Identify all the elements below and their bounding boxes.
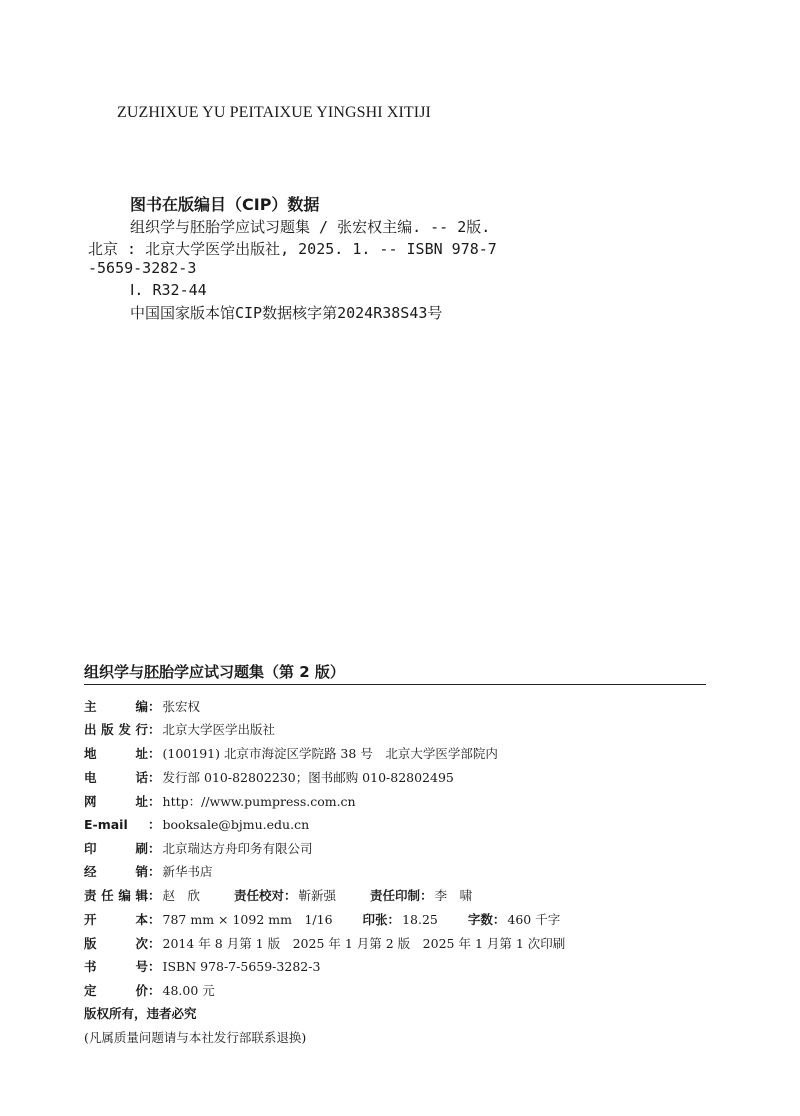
printer-label: 印刷 bbox=[84, 841, 148, 856]
resp-print-label: 责任印制 bbox=[370, 888, 421, 903]
info-row-responsibility: 责任编辑： 赵 欣 责任校对： 靳新强 责任印制： 李 啸 bbox=[84, 888, 473, 903]
distributor-value: 新华书店 bbox=[162, 864, 213, 879]
format-label: 开本 bbox=[84, 912, 148, 927]
phone-value: 发行部 010-82802230；图书邮购 010-82802495 bbox=[162, 770, 454, 785]
info-row-isbn: 书号： ISBN 978-7-5659-3282-3 bbox=[84, 959, 321, 974]
editor-value: 张宏权 bbox=[162, 699, 201, 714]
pinyin-title: ZUZHIXUE YU PEITAIXUE YINGSHI XITIJI bbox=[117, 104, 431, 121]
cip-line-2: 北京 : 北京大学医学出版社, 2025. 1. -- ISBN 978-7 bbox=[88, 240, 497, 258]
rights-statement: 版权所有，违者必究 bbox=[84, 1006, 197, 1021]
resp-editor-label: 责任编辑 bbox=[84, 888, 148, 903]
info-row-price: 定价： 48.00 元 bbox=[84, 983, 215, 998]
cip-line-5: 中国国家版本馆CIP数据核字第2024R38S43号 bbox=[130, 304, 443, 322]
distributor-label: 经销 bbox=[84, 864, 148, 879]
address-label: 地址 bbox=[84, 746, 148, 761]
sheets-label: 印张 bbox=[362, 912, 388, 927]
info-row-email: E-mail ： booksale@bjmu.edu.cn bbox=[84, 817, 310, 832]
edition-label: 版次 bbox=[84, 936, 148, 951]
info-row-web: 网址： http：//www.pumpress.com.cn bbox=[84, 794, 356, 809]
resp-proof-value: 靳新强 bbox=[298, 888, 337, 903]
publisher-value: 北京大学医学出版社 bbox=[162, 722, 276, 737]
price-value: 48.00 元 bbox=[162, 983, 215, 998]
info-row-phone: 电话： 发行部 010-82802230；图书邮购 010-82802495 bbox=[84, 770, 454, 785]
book-title: 组织学与胚胎学应试习题集（第 2 版） bbox=[84, 663, 345, 681]
phone-label: 电话 bbox=[84, 770, 148, 785]
publisher-label: 出版发行 bbox=[84, 722, 148, 737]
info-row-publisher: 出版发行： 北京大学医学出版社 bbox=[84, 722, 276, 737]
email-label: E-mail bbox=[84, 817, 128, 832]
words-label: 字数 bbox=[467, 912, 493, 927]
cip-line-1: 组织学与胚胎学应试习题集 / 张宏权主编. -- 2版. bbox=[130, 218, 491, 236]
cip-line-3: -5659-3282-3 bbox=[88, 259, 197, 277]
price-label: 定价 bbox=[84, 983, 148, 998]
info-row-edition: 版次： 2014 年 8 月第 1 版 2025 年 1 月第 2 版 2025 年 1 月第 1 次印刷 bbox=[84, 936, 566, 951]
editor-label: 主编 bbox=[84, 699, 148, 714]
web-value: http：//www.pumpress.com.cn bbox=[162, 794, 356, 809]
isbn-label: 书号 bbox=[84, 959, 148, 974]
info-row-distributor: 经销： 新华书店 bbox=[84, 864, 213, 879]
resp-editor-value: 赵 欣 bbox=[162, 888, 201, 903]
resp-print-value: 李 啸 bbox=[434, 888, 473, 903]
cip-heading: 图书在版编目（CIP）数据 bbox=[130, 195, 320, 214]
return-note: (凡属质量问题请与本社发行部联系退换) bbox=[84, 1030, 307, 1045]
info-row-address: 地址： (100191) 北京市海淀区学院路 38 号 北京大学医学部院内 bbox=[84, 746, 498, 761]
printer-value: 北京瑞达方舟印务有限公司 bbox=[162, 841, 313, 856]
edition-value: 2014 年 8 月第 1 版 2025 年 1 月第 2 版 2025 年 1 月第 1 次印刷 bbox=[162, 936, 566, 951]
cip-line-4: Ⅰ. R32-44 bbox=[130, 281, 207, 299]
info-row-editor: 主编： 张宏权 bbox=[84, 699, 201, 714]
book-title-bar bbox=[84, 660, 706, 685]
resp-proof-label: 责任校对 bbox=[234, 888, 285, 903]
email-value: booksale@bjmu.edu.cn bbox=[162, 817, 310, 832]
info-row-format: 开本： 787 mm × 1092 mm 1/16 印张： 18.25 字数： 460 千字 bbox=[84, 912, 561, 927]
isbn-value: ISBN 978-7-5659-3282-3 bbox=[162, 959, 321, 974]
format-value: 787 mm × 1092 mm 1/16 bbox=[162, 912, 333, 927]
address-value: (100191) 北京市海淀区学院路 38 号 北京大学医学部院内 bbox=[162, 746, 498, 761]
sheets-value: 18.25 bbox=[402, 912, 438, 927]
info-row-printer: 印刷： 北京瑞达方舟印务有限公司 bbox=[84, 841, 313, 856]
words-value: 460 千字 bbox=[507, 912, 561, 927]
web-label: 网址 bbox=[84, 794, 148, 809]
